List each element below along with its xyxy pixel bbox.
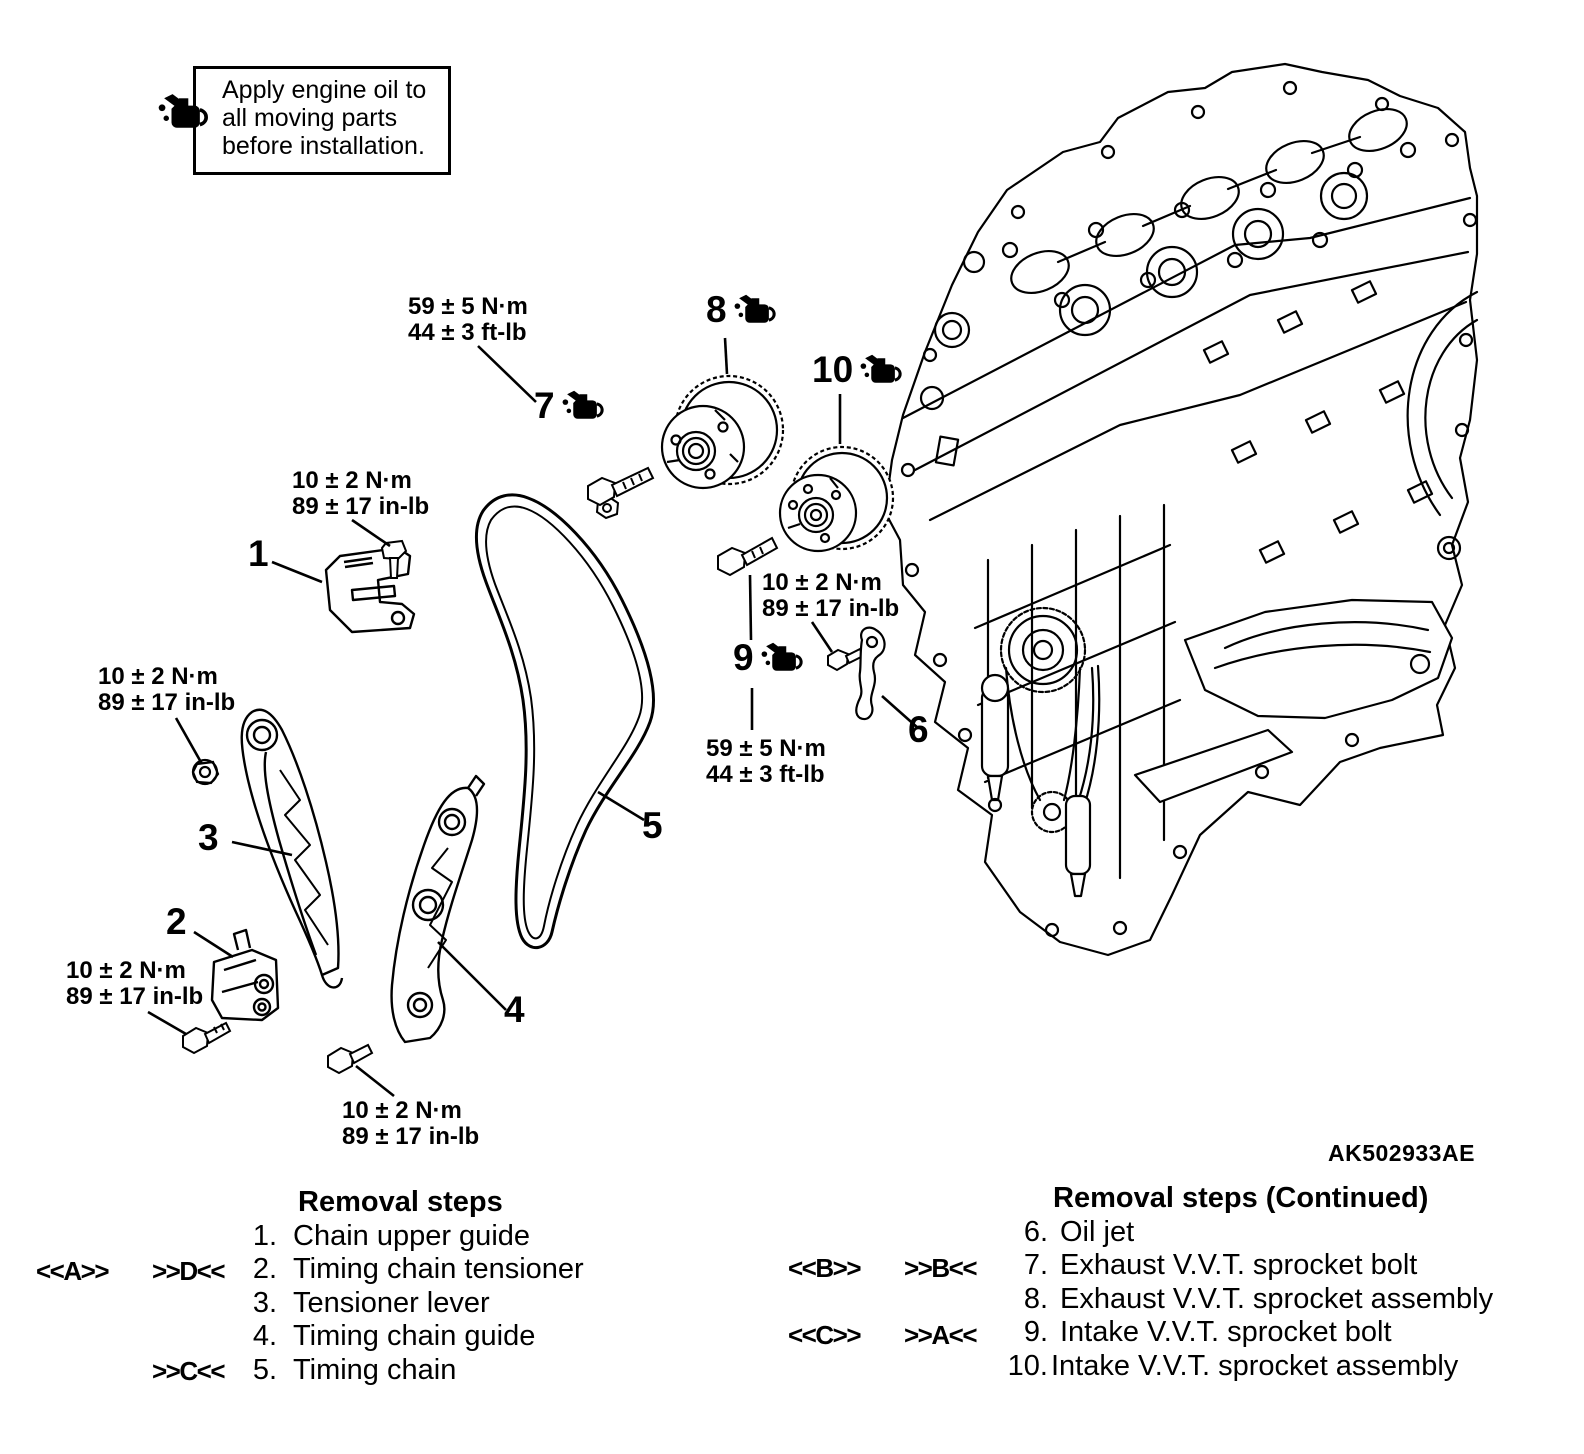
torque-label-lever-nut <box>98 664 235 716</box>
removal-step-row <box>235 1354 584 1387</box>
step-number: 7. <box>1023 1249 1048 1282</box>
callout-10 <box>812 349 902 390</box>
oil-jet-bolt <box>828 649 863 670</box>
oil-note-text <box>222 76 426 160</box>
callout-2 <box>166 901 187 942</box>
step-label: Chain upper guide <box>293 1220 531 1252</box>
torque-inlb: 89 ± 17 in-lb <box>66 983 204 1010</box>
oil-note-line1: Apply engine oil to <box>222 76 427 104</box>
callout-4 <box>504 989 525 1030</box>
step-label: Exhaust V.V.T. sprocket bolt <box>1060 1249 1418 1282</box>
removal-step-row <box>1003 1350 1493 1383</box>
step-label: Intake V.V.T. sprocket bolt <box>1060 1316 1392 1349</box>
figure-code: AK502933AE <box>1328 1140 1475 1166</box>
step-label: Timing chain guide <box>293 1320 536 1353</box>
callout-1 <box>248 533 269 574</box>
marker-service-a: >>A<< <box>904 1320 977 1350</box>
marker-install-a: <<A>> <box>36 1256 109 1286</box>
oil-note-line2: all moving parts <box>222 104 398 132</box>
marker-install-b: <<B>> <box>788 1253 861 1283</box>
step-label: Intake V.V.T. sprocket assembly <box>1051 1349 1459 1382</box>
oil-note-line3: before installation. <box>222 132 425 160</box>
torque-ftlb: 44 ± 3 ft-lb <box>408 319 527 346</box>
callout-number: 2 <box>166 901 187 942</box>
intake-vvt-sprocket <box>780 447 893 551</box>
part-4-bolt <box>328 1045 372 1073</box>
oil-can-icon <box>858 353 902 388</box>
torque-label-tensioner-bolt <box>66 958 203 1010</box>
removal-step-row <box>1003 1316 1493 1349</box>
step-number: 1. <box>252 1220 277 1252</box>
part-2-bolt <box>183 1023 230 1053</box>
callout-number: 3 <box>198 817 219 858</box>
step-label: Timing chain tensioner <box>293 1253 584 1286</box>
part-3-nut <box>193 760 218 784</box>
exhaust-sprocket-bolt <box>588 468 653 505</box>
step-number: 9. <box>1023 1316 1048 1349</box>
step-number: 5. <box>252 1353 277 1386</box>
callout-6 <box>908 709 929 750</box>
torque-inlb: 89 ± 17 in-lb <box>98 689 236 716</box>
part-4-timing-chain-guide <box>392 776 484 1042</box>
step-number: 4. <box>252 1320 277 1353</box>
callout-3 <box>198 817 219 858</box>
marker-service-d: >>D<< <box>152 1256 225 1286</box>
torque-label-chain-guide-bolt <box>342 1098 479 1150</box>
oil-can-icon <box>156 92 208 134</box>
callout-number: 7 <box>534 385 555 426</box>
left-removal-steps <box>235 1220 584 1387</box>
callout-number: 4 <box>504 989 525 1030</box>
part-1-chain-upper-guide <box>326 548 414 632</box>
callout-5 <box>642 805 663 846</box>
torque-ftlb: 44 ± 3 ft-lb <box>706 761 825 788</box>
callout-number: 10 <box>812 349 854 390</box>
right-removal-steps <box>1003 1216 1493 1383</box>
torque-nm: 10 ± 2 N·m <box>292 467 412 494</box>
torque-inlb: 89 ± 17 in-lb <box>342 1123 480 1150</box>
marker-service-c: >>C<< <box>152 1356 225 1386</box>
removal-step-row <box>1003 1249 1493 1282</box>
oil-can-icon <box>759 641 803 676</box>
removal-step-row <box>235 1253 584 1286</box>
engine-block-illustration <box>885 64 1477 955</box>
right-list-heading: Removal steps (Continued) <box>1053 1182 1429 1214</box>
oil-can-icon <box>560 389 604 424</box>
callout-number: 5 <box>642 805 663 846</box>
step-label: Oil jet <box>1060 1216 1135 1248</box>
removal-step-row <box>1003 1216 1493 1249</box>
marker-install-c: <<C>> <box>788 1320 861 1350</box>
torque-nm: 10 ± 2 N·m <box>762 569 882 596</box>
callout-9 <box>733 637 803 678</box>
torque-nm: 59 ± 5 N·m <box>706 735 826 762</box>
removal-step-row <box>235 1287 584 1320</box>
left-list-heading: Removal steps <box>298 1186 503 1218</box>
torque-nm: 10 ± 2 N·m <box>342 1097 462 1124</box>
torque-label-oil-jet-bolt <box>762 570 899 622</box>
torque-inlb: 89 ± 17 in-lb <box>292 493 430 520</box>
removal-step-row <box>235 1320 584 1353</box>
callout-number: 9 <box>733 637 754 678</box>
removal-step-row <box>1003 1283 1493 1316</box>
step-number: 3. <box>252 1286 277 1319</box>
torque-nm: 59 ± 5 N·m <box>408 293 528 320</box>
torque-label-exhaust-bolt <box>408 294 528 346</box>
step-label: Tensioner lever <box>293 1286 490 1319</box>
step-number: 2. <box>252 1253 277 1286</box>
callout-8 <box>706 289 776 330</box>
step-number: 10. <box>1007 1349 1048 1382</box>
torque-nm: 10 ± 2 N·m <box>98 663 218 690</box>
part-5-timing-chain <box>477 495 654 948</box>
removal-step-row <box>235 1220 584 1253</box>
marker-service-b: >>B<< <box>904 1253 977 1283</box>
callout-7 <box>534 385 604 426</box>
torque-label-intake-bolt <box>706 736 826 788</box>
step-number: 6. <box>1023 1216 1048 1248</box>
step-number: 8. <box>1023 1282 1048 1315</box>
callout-number: 1 <box>248 533 269 574</box>
callout-number: 8 <box>706 289 727 330</box>
part-6-oil-jet <box>856 628 884 719</box>
part-2-timing-chain-tensioner <box>212 930 278 1020</box>
torque-label-upper-guide-bolt <box>292 468 429 520</box>
step-label: Exhaust V.V.T. sprocket assembly <box>1060 1282 1494 1315</box>
torque-inlb: 89 ± 17 in-lb <box>762 595 900 622</box>
step-label: Timing chain <box>293 1353 457 1386</box>
callout-number: 6 <box>908 709 929 750</box>
oil-can-icon <box>732 293 776 328</box>
torque-nm: 10 ± 2 N·m <box>66 957 186 984</box>
exhaust-vvt-sprocket <box>662 376 783 488</box>
